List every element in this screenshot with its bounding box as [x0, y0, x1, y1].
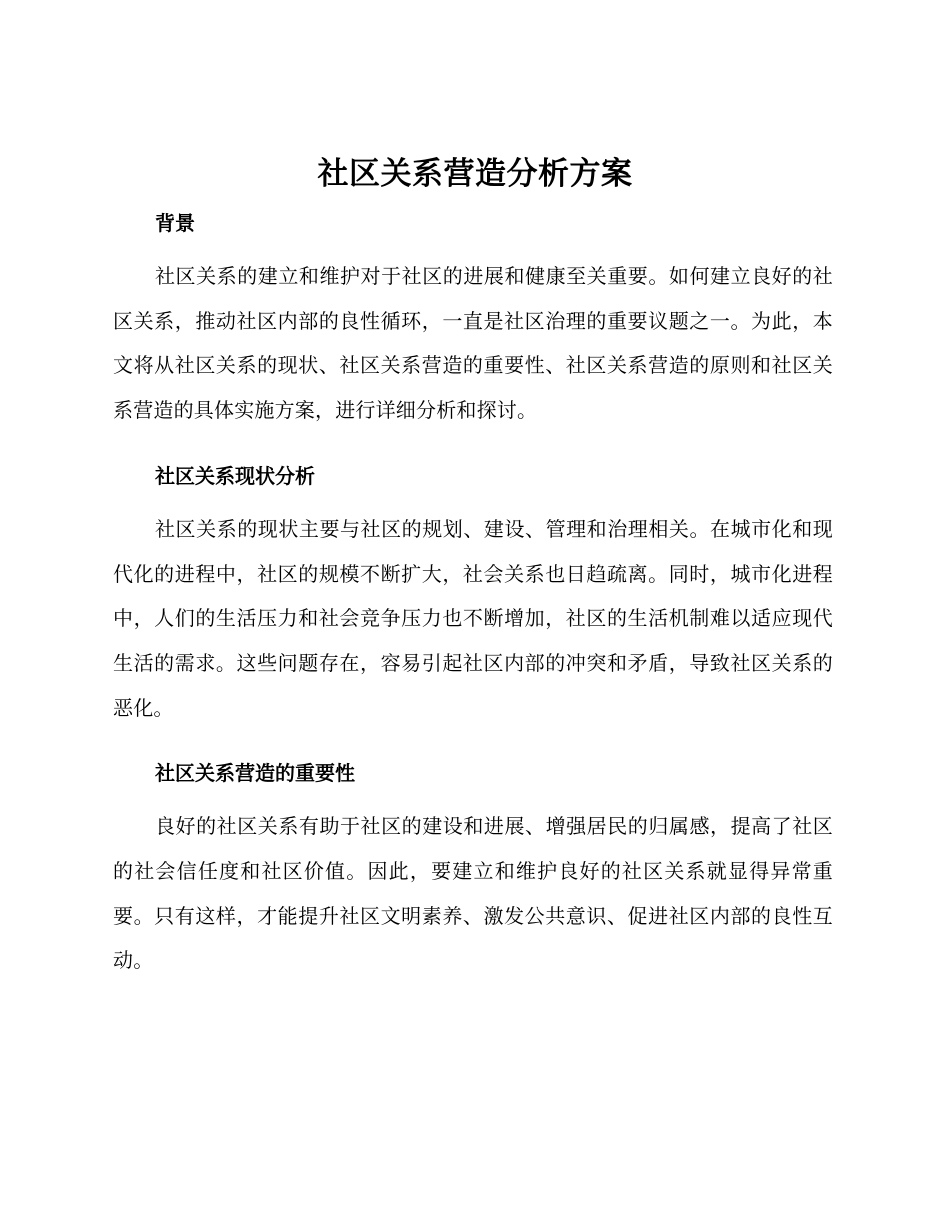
- section-heading-importance: 社区关系营造的重要性: [155, 761, 355, 786]
- document-body: [113, 204, 833, 983]
- section-paragraph-background: 社区关系的建立和维护对于社区的进展和健康至关重要。如何建立良好的社区关系，推动社区内部的良性循环，一直是社区治理的重要议题之一。为此，本文将从社区关系的现状、社区关系营造的重要性、社区关系营造的原则和社区关系营造的具体实施方案，进行详细分析和探讨。: [113, 264, 833, 423]
- section-paragraph-importance: 良好的社区关系有助于社区的建设和进展、增强居民的归属感，提高了社区的社会信任度和社区价值。因此，要建立和维护良好的社区关系就显得异常重要。只有这样，才能提升社区文明素养、激发公共意识、促进社区内部的良性互动。: [113, 814, 833, 973]
- section-heading-status-analysis: 社区关系现状分析: [155, 463, 315, 488]
- section-paragraph-status-analysis: 社区关系的现状主要与社区的规划、建设、管理和治理相关。在城市化和现代化的进程中，社区的规模不断扩大，社会关系也日趋疏离。同时，城市化进程中，人们的生活压力和社会竞争压力也不断增加，社区的生活机制难以适应现代生活的需求。这些问题存在，容易引起社区内部的冲突和矛盾，导致社区关系的恶化。: [113, 516, 833, 720]
- document-title: 社区关系营造分析方案: [317, 156, 633, 192]
- section-heading-background: 背景: [155, 211, 195, 235]
